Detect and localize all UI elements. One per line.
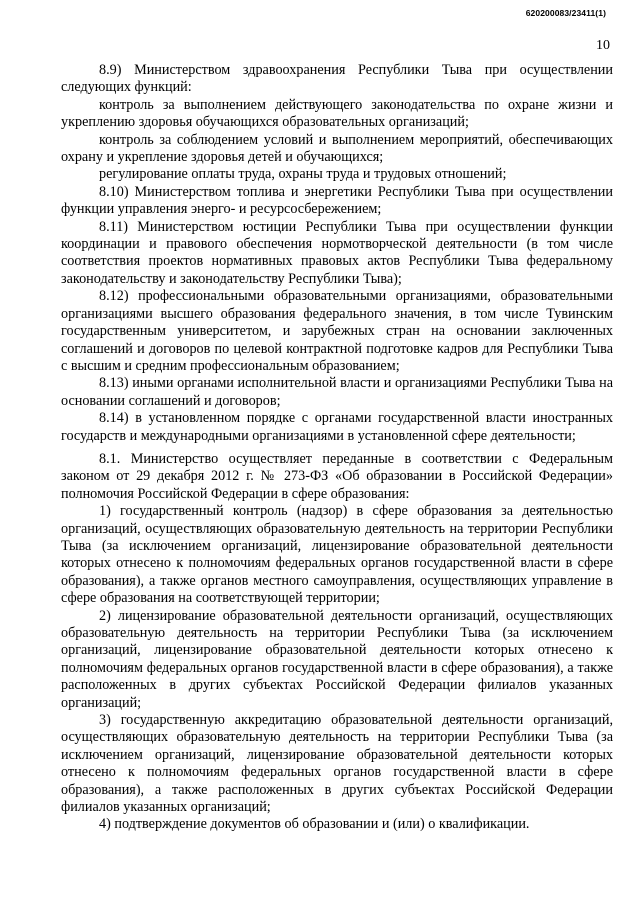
- page-number: 10: [596, 38, 610, 53]
- list-item-4: 4) подтверждение документов об образовании и (или) о квалификации.: [99, 816, 530, 833]
- list-item-3: 3) государственную аккредитацию образовательной деятельности организаций, осуществляющих образовательную деятельность на территории Республики Тыва (за исключением организаций, лицензирование образовательной деятельности которых отнесено к полномочиям федеральных органов государственной власти в сфере образования), а также расположенных в других субъектах Российской Федерации филиалов указанных организаций;: [61, 712, 613, 816]
- paragraph-conditions-control: контроль за соблюдением условий и выполнением мероприятий, обеспечивающих охрану и укрепление здоровья детей и обучающихся;: [61, 131, 613, 166]
- paragraph-8-11: 8.11) Министерством юстиции Республики Тыва при осуществлении функции координации и правового обеспечения нормотворческой деятельности (в том числе соответствия проектов нормативных правовых актов Республики Тыва федеральному законодательству и законодательству Республики Тыва);: [61, 218, 613, 287]
- list-item-2: 2) лицензирование образовательной деятельности организаций, осуществляющих образовательную деятельность на территории Республики Тыва (за исключением организаций, лицензирование образовательной деятельности которых отнесено к полномочиям федеральных органов государственной власти в сфере образования), а также расположенных в других субъектах Российской Федерации филиалов указанных организаций;: [61, 607, 613, 711]
- paragraph-8-13: 8.13) иными органами исполнительной власти и организациями Республики Тыва на основании соглашений и договоров;: [61, 375, 613, 409]
- paragraph-8-1: 8.1. Министерство осуществляет переданные в соответствии с Федеральным законом от 29 декабря 2012 г. № 273-ФЗ «Об образовании в Российской Федерации» полномочия Российской Федерации в сфере образования:: [61, 450, 613, 502]
- paragraph-8-12: 8.12) профессиональными образовательными организациями, образовательными организациями высшего образования федерального значения, в том числе Тувинским государственным университетом, и зарубежных стран на основании заключенных соглашений и договоров по целевой контрактной подготовке кадров для Республики Тыва с высшим и средним профессиональным образованием;: [61, 288, 613, 374]
- document-body: [61, 62, 613, 834]
- document-registration-code: 620200083/23411(1): [525, 8, 606, 18]
- paragraph-8-10: 8.10) Министерством топлива и энергетики Республики Тыва при осуществлении функции управления энерго- и ресурсосбережением;: [61, 183, 613, 218]
- paragraph-labor-regulation: регулирование оплаты труда, охраны труда и трудовых отношений;: [99, 166, 507, 183]
- list-item-1: 1) государственный контроль (надзор) в сфере образования за деятельностью организаций, осуществляющих образовательную деятельность на территории Республики Тыва (за исключением организаций, лицензирование образовательной деятельности которых отнесено к полномочиям федеральных органов государственной власти в сфере образования), а также органов местного самоуправления, осуществляющих управление в сфере образования на соответствующей территории;: [61, 503, 613, 607]
- paragraph-8-9: 8.9) Министерством здравоохранения Республики Тыва при осуществлении следующих функций:: [61, 62, 613, 96]
- paragraph-health-control: контроль за выполнением действующего законодательства по охране жизни и укреплению здоровья обучающихся образовательных организаций;: [61, 96, 613, 131]
- paragraph-8-14: 8.14) в установленном порядке с органами государственной власти иностранных государств и международными организациями в установленной сфере деятельности;: [61, 410, 613, 444]
